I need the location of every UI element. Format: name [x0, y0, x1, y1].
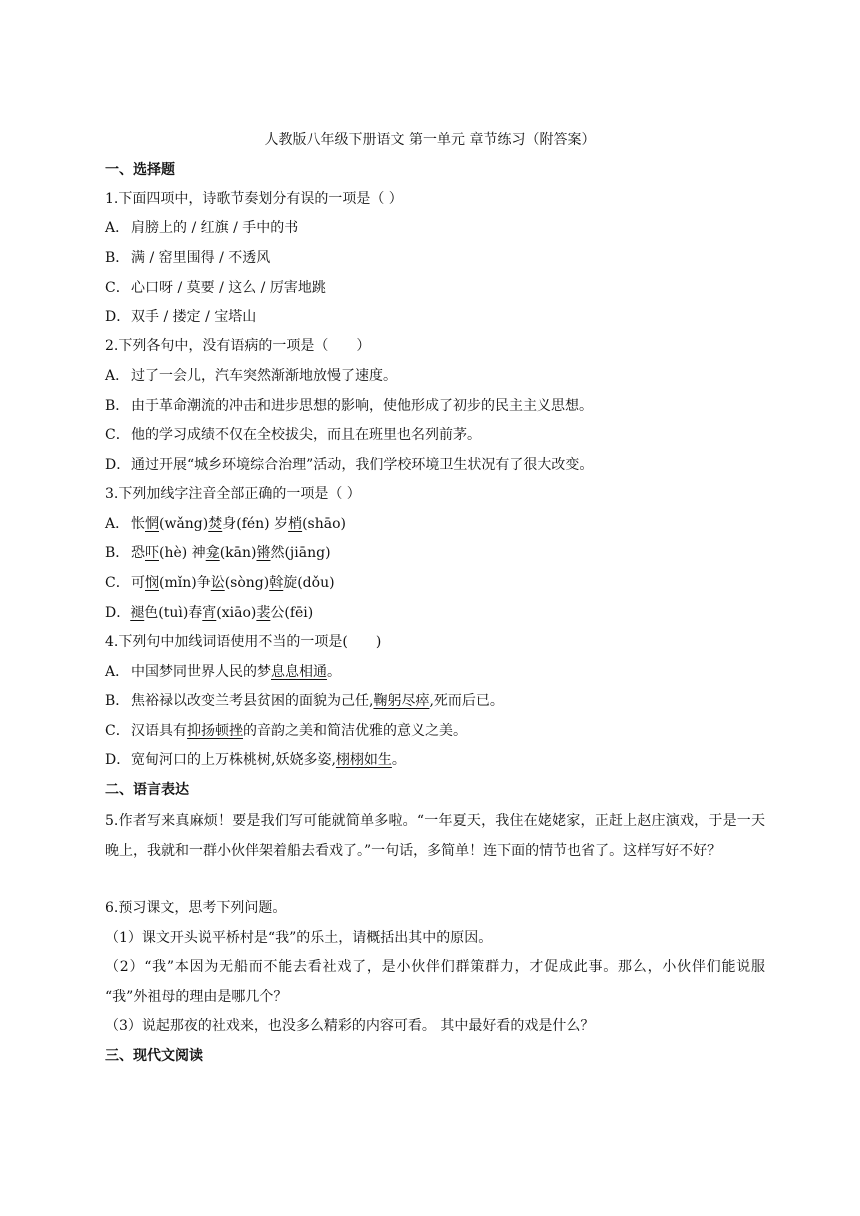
- underlined-char: 裴: [256, 605, 271, 621]
- question-3-option-b: [105, 543, 765, 563]
- text-run: 汉语具有: [131, 723, 187, 739]
- underlined-char: 悯: [145, 575, 159, 591]
- option-letter: A．: [105, 664, 130, 680]
- question-3-stem: 3.下列加线字注音全部正确的一项是（ ）: [105, 486, 361, 502]
- option-letter: D．: [105, 752, 131, 768]
- section-heading-reading: 三、现代文阅读: [105, 1048, 203, 1064]
- question-2-option-d: [105, 455, 765, 475]
- underlined-char: 宵: [202, 605, 217, 621]
- text-run: 宽甸河口的上万株桃树,妖娆多姿,: [131, 752, 336, 768]
- question-4-option-d: [105, 750, 765, 770]
- underlined-phrase: 抑扬顿挫: [187, 723, 243, 739]
- text-run: 。: [327, 664, 341, 680]
- option-letter: B．: [105, 693, 130, 709]
- option-letter: B．: [105, 250, 130, 266]
- text-run: (shāo): [302, 516, 346, 532]
- text-run: 的音韵之美和简洁优雅的意义之美。: [243, 723, 467, 739]
- question-4-stem: 4.下列句中加线词语使用不当的一项是( ): [105, 634, 382, 650]
- text-run: 怅: [131, 516, 145, 532]
- underlined-char: 梢: [288, 516, 303, 532]
- option-letter: A．: [105, 220, 130, 236]
- option-text: 满 / 窑里围得 / 不透风: [131, 250, 271, 266]
- option-text: 心口呀 / 莫要 / 这么 / 厉害地跳: [131, 280, 326, 296]
- option-text: 肩膀上的 / 红旗 / 手中的书: [131, 220, 299, 236]
- underlined-char: 焚: [208, 516, 223, 532]
- underlined-char: 龛: [205, 545, 220, 561]
- text-run: 中国梦同世界人民的梦: [131, 664, 271, 680]
- question-1-option-d: [105, 307, 765, 327]
- question-3-option-a: [105, 514, 765, 534]
- underlined-char: 斡: [269, 575, 284, 591]
- question-2-stem: 2.下列各句中，没有语病的一项是（ ）: [105, 338, 371, 354]
- question-4-option-c: [105, 721, 765, 741]
- question-4-option-b: [105, 691, 765, 711]
- text-run: (kān): [219, 545, 257, 561]
- option-letter: B．: [105, 398, 130, 414]
- option-letter: B．: [105, 545, 130, 561]
- question-6-stem: 6.预习课文，思考下列问题。: [105, 900, 287, 916]
- text-run: 焦裕禄以改变兰考县贫困的面貌为己任,: [131, 693, 374, 709]
- option-letter: C．: [105, 575, 130, 591]
- option-letter: D．: [105, 605, 131, 621]
- question-5: 5.作者写来真麻烦！要是我们写可能就简单多啦。“一年夏天，我住在姥姥家，正赶上赵庄演戏，于是一天晚上，我就和一群小伙伴架着船去看戏了。”一句话，多简单！连下面的情节也省了。这样写好不好？: [105, 813, 765, 859]
- text-run: (xiāo): [216, 605, 257, 621]
- text-run: 。: [391, 752, 406, 768]
- text-run: (sòng): [224, 575, 270, 591]
- document-title: 人教版八年级下册语文 第一单元 章节练习（附答案）: [264, 132, 596, 148]
- question-6-part-1: （1）课文开头说平桥村是“我”的乐土，请概括出其中的原因。: [105, 930, 493, 946]
- option-letter: A．: [105, 368, 130, 384]
- text-run: 色(tuì)春: [144, 605, 203, 621]
- text-run: 恐: [131, 545, 145, 561]
- question-4-option-a: [105, 662, 765, 682]
- option-text: 双手 / 搂定 / 宝塔山: [131, 309, 257, 325]
- option-letter: C．: [105, 723, 130, 739]
- question-2-option-a: [105, 366, 765, 386]
- text-run: 可: [131, 575, 145, 591]
- text-run: 旋(dǒu): [283, 575, 335, 591]
- underlined-char: 褪: [130, 605, 145, 621]
- text-run: (mǐn)争: [159, 575, 211, 591]
- option-text: 通过开展“城乡环境综合治理”活动，我们学校环境卫生状况有了很大改变。: [131, 457, 594, 473]
- underlined-char: 讼: [210, 575, 225, 591]
- section-heading-expression: 二、语言表达: [105, 782, 189, 798]
- text-run: (wǎng): [159, 516, 209, 532]
- question-3-option-d: [105, 603, 765, 623]
- question-2-option-c: [105, 425, 765, 445]
- text-run: 然(jiāng): [270, 545, 331, 561]
- underlined-char: 惘: [145, 516, 159, 532]
- question-6-part-3: （3）说起那夜的社戏来，也没多么精彩的内容可看。 其中最好看的戏是什么？: [105, 1018, 595, 1034]
- text-run: 身(fén) 岁: [222, 516, 289, 532]
- question-1-option-b: [105, 248, 765, 268]
- option-letter: C．: [105, 427, 130, 443]
- question-2-option-b: [105, 396, 765, 416]
- option-letter: A．: [105, 516, 130, 532]
- underlined-phrase: 息息相通: [271, 664, 327, 680]
- underlined-phrase: 栩栩如生: [335, 752, 392, 768]
- question-6-part-2: （2）“我”本因为无船而不能去看社戏了，是小伙伴们群策群力，才促成此事。那么，小伙伴们能说服 “我”外祖母的理由是哪几个？: [105, 959, 765, 1005]
- option-letter: D．: [105, 309, 131, 325]
- option-text: 由于革命潮流的冲击和进步思想的影响，使他形成了初步的民主主义思想。: [131, 398, 593, 414]
- option-letter: D．: [105, 457, 131, 473]
- underlined-phrase: 鞠躬尽瘁: [373, 693, 430, 709]
- question-1-option-c: [105, 278, 765, 298]
- question-1-option-a: [105, 218, 765, 238]
- text-run: ,死而后已。: [429, 693, 504, 709]
- option-letter: C．: [105, 280, 130, 296]
- option-text: 他的学习成绩不仅在全校拔尖，而且在班里也名列前茅。: [131, 427, 481, 443]
- underlined-char: 吓: [145, 545, 159, 561]
- option-text: 过了一会儿，汽车突然渐渐地放慢了速度。: [131, 368, 397, 384]
- text-run: (hè) 神: [159, 545, 206, 561]
- question-3-option-c: [105, 573, 765, 593]
- underlined-char: 锵: [256, 545, 271, 561]
- question-1-stem: 1.下面四项中，诗歌节奏划分有误的一项是（ ）: [105, 191, 403, 207]
- text-run: 公(fēi): [270, 605, 314, 621]
- section-heading-choice: 一、选择题: [105, 162, 175, 178]
